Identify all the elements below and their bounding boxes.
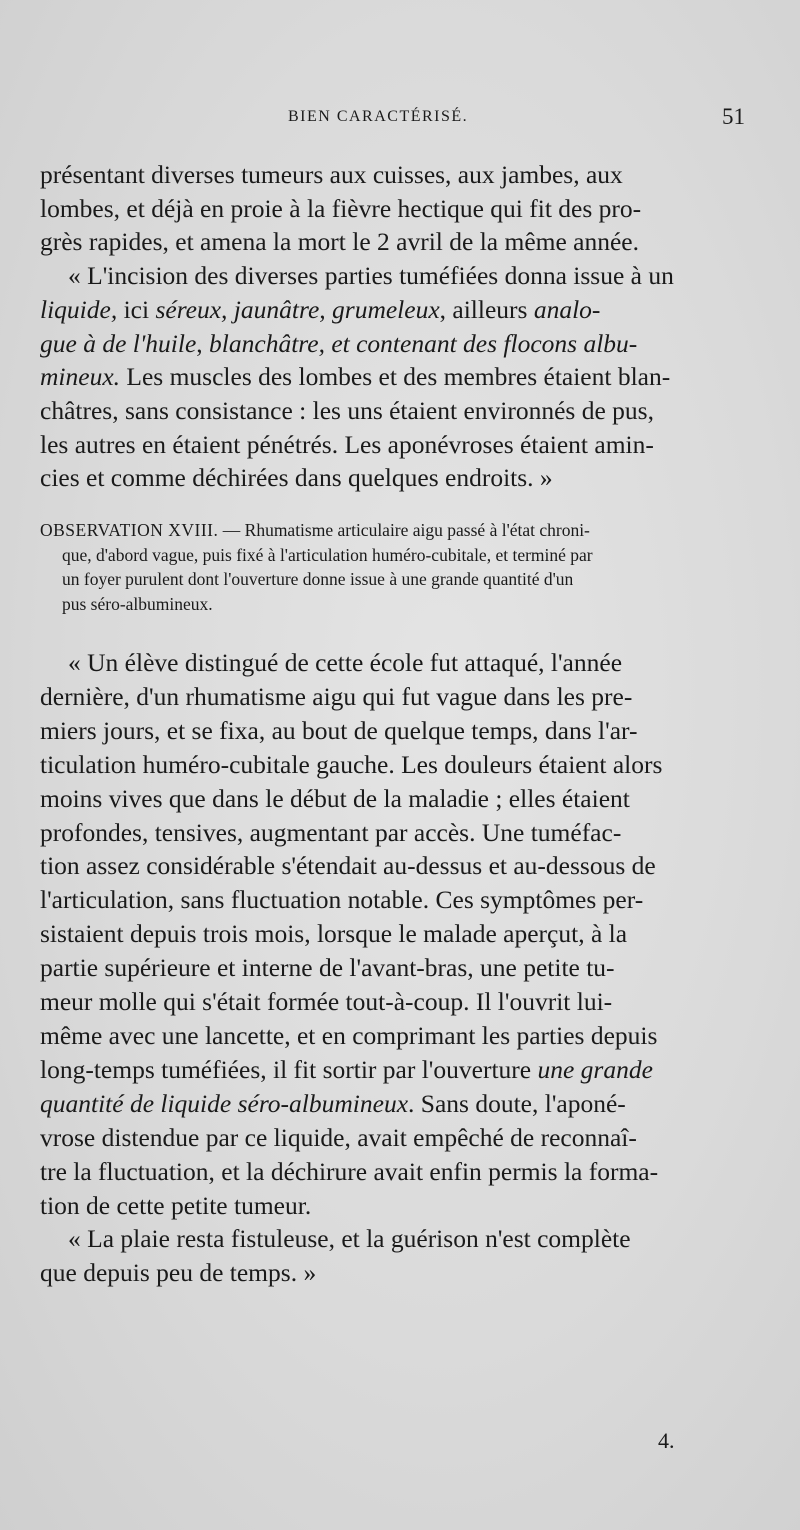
observation-dash: — [218,520,245,540]
italic-text: gue à de l'huile [40,328,197,358]
text-line: miers jours, et se fixa, au bout de quelque temps, dans l'ar- [40,715,638,745]
text-line: ticulation huméro-cubitale gauche. Les douleurs étaient alors [40,749,663,779]
text-line: partie supérieure et interne de l'avant-bras, une petite tu- [40,953,615,983]
text-line: « L'incision des diverses parties tuméfiées donna issue à un [68,261,674,291]
text-line: tion assez considérable s'étendait au-dessus et au-dessous de [40,851,656,881]
roman-text: ici [123,294,156,324]
body-text-top [40,158,758,495]
paragraph-1 [40,158,758,259]
observation-line [40,518,758,543]
text-line: cies et comme déchirées dans quelques endroits. » [40,463,553,493]
observation-heading [40,518,758,616]
text-line [40,360,758,394]
roman-text: long-temps tuméfiées, il fit sortir par l'ouverture [40,1054,538,1084]
text-line: présentant diverses tumeurs aux cuisses, aux jambes, aux [40,160,623,189]
italic-text: analo- [533,294,601,324]
observation-label: OBSERVATION XVIII. [40,520,219,540]
paragraph-4 [40,1222,758,1290]
text-line: les autres en étaient pénétrés. Les aponévroses étaient amin- [40,429,654,459]
text-line: tion de cette petite tumeur. [40,1190,312,1220]
text-line: profondes, tensives, augmentant par accès. Une tuméfac- [40,817,622,847]
text-line [40,293,758,327]
signature-mark: 4. [658,1428,675,1453]
text-line [40,327,758,361]
text-line: même avec une lancette, et en comprimant les parties depuis [40,1020,658,1050]
text-line: dernière, d'un rhumatisme aigu qui fut vague dans les pre- [40,681,633,711]
paragraph-3 [40,646,758,1222]
italic-text: blanchâtre, et contenant des flocons albu- [209,328,638,358]
running-title: BIEN CARACTÉRISÉ. [288,108,469,125]
observation-line: que, d'abord vague, puis fixé à l'articulation huméro-cubitale, et terminé par [62,544,593,565]
page-number: 51 [722,104,745,129]
roman-text: Les muscles des lombes et des membres étaient blan- [120,362,671,392]
text-line: vrose distendue par ce liquide, avait empêché de reconnaî- [40,1122,637,1152]
body-text-bottom [40,646,758,1290]
italic-text: liquide, [40,294,124,324]
text-line: meur molle qui s'était formée tout-à-coup. Il l'ouvrit lui- [40,987,613,1017]
text-line: sistaient depuis trois mois, lorsque le malade aperçut, à la [40,919,628,949]
text-line: lombes, et déjà en proie à la fièvre hectique qui fit des pro- [40,193,642,223]
text-line [40,1053,758,1087]
italic-text: séreux, jaunâtre, grumeleux [155,294,440,324]
text-line: « Un élève distingué de cette école fut attaqué, l'année [68,648,623,677]
text-line: que depuis peu de temps. » [40,1258,317,1288]
text-line: moins vives que dans le début de la maladie ; elles étaient [40,783,630,813]
paragraph-2 [40,259,758,495]
italic-text: mineux. [40,362,121,392]
roman-text: , ailleurs [439,294,534,324]
roman-text: , [196,328,210,358]
observation-line: pus séro-albumineux. [62,593,213,614]
page-header [0,104,800,134]
text-line: l'articulation, sans fluctuation notable. Ces symptômes per- [40,885,644,915]
text-line: châtres, sans consistance : les uns étaient environnés de pus, [40,395,654,425]
italic-text: quantité de liquide séro-albumineux [40,1088,409,1118]
roman-text: . Sans doute, l'aponé- [408,1088,626,1118]
text-line: « La plaie resta fistuleuse, et la guérison n'est complète [68,1224,631,1254]
observation-line: un foyer purulent dont l'ouverture donne issue à une grande quantité d'un [62,569,574,589]
text-line [40,1087,758,1121]
text-line: tre la fluctuation, et la déchirure avait enfin permis la forma- [40,1156,659,1186]
text-line: grès rapides, et amena la mort le 2 avril de la même année. [40,227,639,257]
italic-text: une grande [537,1054,653,1084]
observation-text: Rhumatisme articulaire aigu passé à l'état chroni- [244,520,590,540]
